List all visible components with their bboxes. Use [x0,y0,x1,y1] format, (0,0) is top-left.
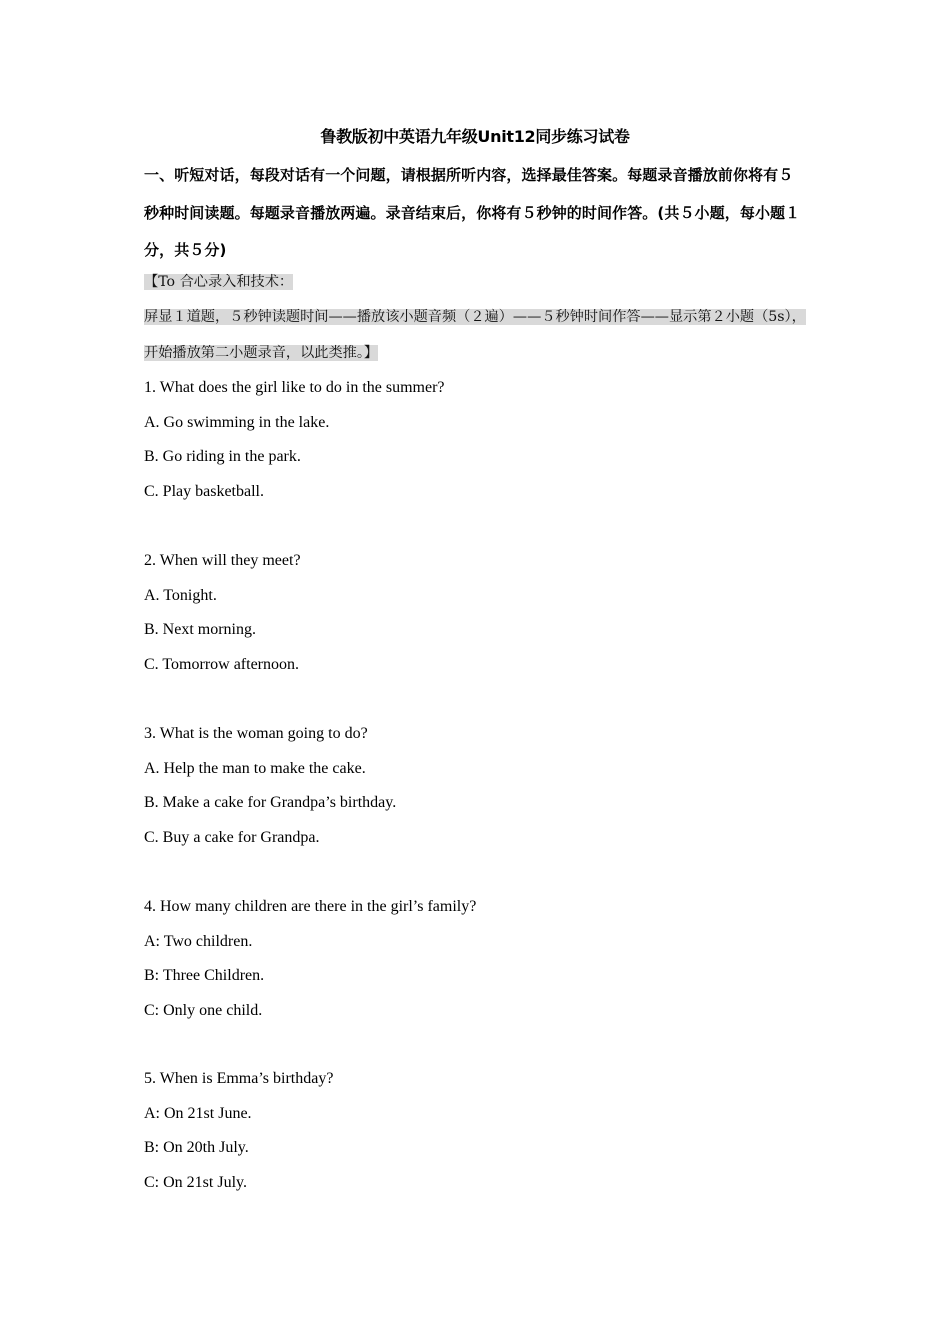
answer-option: C: Only one child. [144,1001,263,1019]
question-block-5 [144,1062,824,1200]
question-block-4 [144,890,824,1028]
answer-option: A: On 21st June. [144,1104,252,1122]
answer-option: A. Tonight. [144,586,217,604]
question-block-2 [144,544,824,682]
answer-option: C. Play basketball. [144,482,264,500]
question-stem: 2. When will they meet? [144,552,301,569]
answer-option: C. Buy a cake for Grandpa. [144,828,320,846]
question-stem: 3. What is the woman going to do? [144,725,368,742]
answer-option: C: On 21st July. [144,1173,247,1191]
section-instructions: 一、听短对话，每段对话有一个问题，请根据所听内容，选择最佳答案。每题录音播放前你将有５秒种时间读题。每题录音播放两遍。录音结束后，你将有５秒钟的时间作答。(共５小题，每小题１分，共５分) [144,166,801,259]
answer-option: B: On 20th July. [144,1139,249,1156]
question-block-3 [144,717,824,855]
question-stem: 5. When is Emma’s birthday? [144,1070,334,1087]
page-title: 鲁教版初中英语九年级Unit12同步练习试卷 [320,127,630,146]
answer-option: C. Tomorrow afternoon. [144,655,299,673]
answer-option: B. Make a cake for Grandpa’s birthday. [144,794,397,811]
highlighted-note-text: 屏显１道题，５秒钟读题时间——播放该小题音频（２遍）——５秒钟时间作答——显示第２小题（5s），开始播放第二小题录音，以此类推。】 [144,309,806,361]
answer-option: A. Help the man to make the cake. [144,759,366,777]
question-stem: 1. What does the girl like to do in the summer? [144,379,445,396]
highlighted-note-text: 【To 合心录入和技术： [144,274,294,290]
answer-option: B. Go riding in the park. [144,448,301,465]
answer-option: A: Two children. [144,932,253,950]
editor-note-line-2 [144,300,808,371]
question-block-1 [144,371,824,509]
question-stem: 4. How many children are there in the girl’s family? [144,898,477,915]
answer-option: B. Next morning. [144,621,256,638]
editor-note-line-1 [144,265,808,301]
answer-option: B: Three Children. [144,967,265,984]
answer-option: A. Go swimming in the lake. [144,413,330,431]
